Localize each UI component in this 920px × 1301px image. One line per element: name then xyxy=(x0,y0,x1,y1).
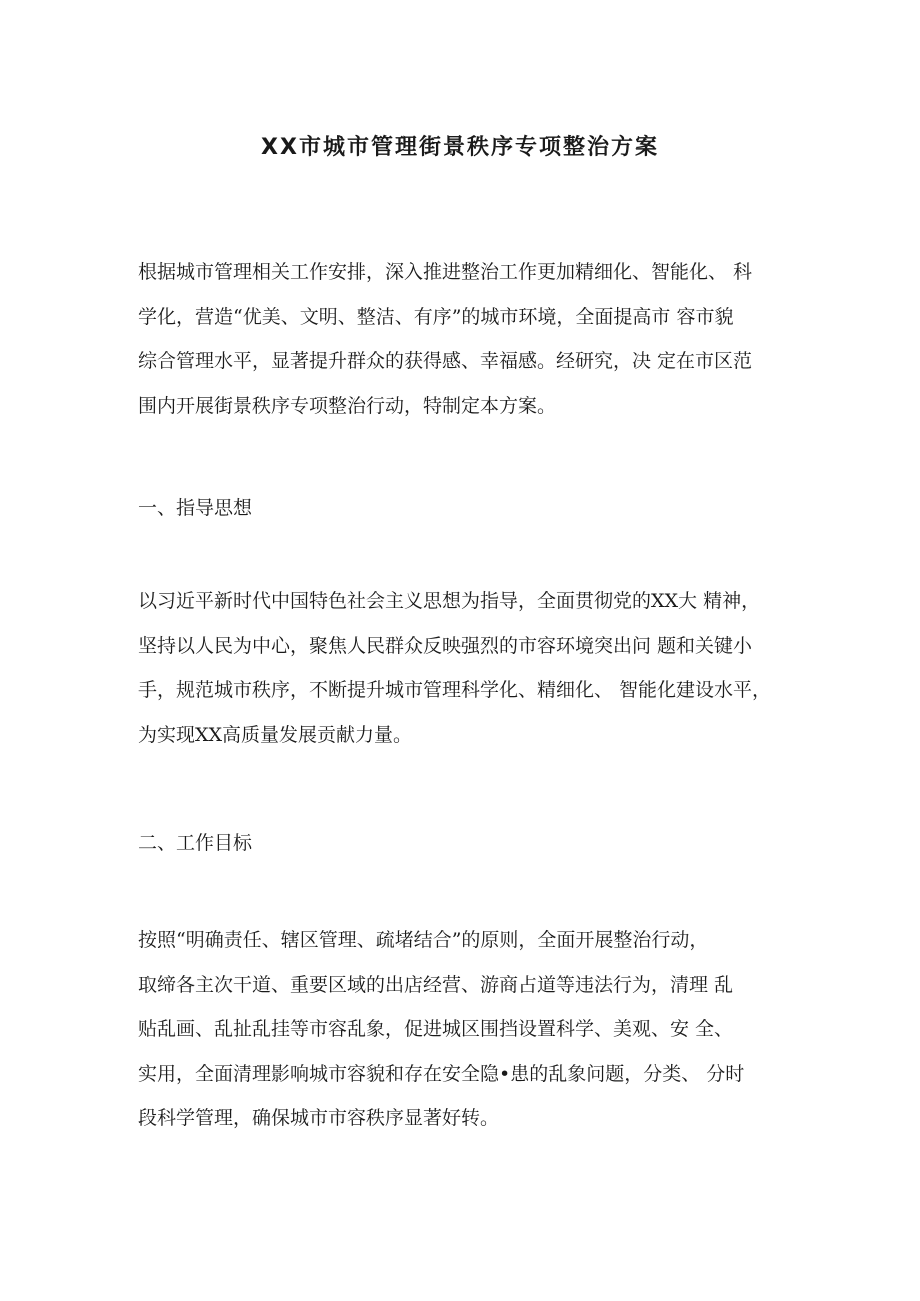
section2-line: 段科学管理，确保城市市容秩序显著好转。 xyxy=(138,1107,500,1129)
intro-line: 学化，营造“优美、文明、整洁、有序”的城市环境，全面提高市 容市貌 xyxy=(138,305,734,328)
intro-line: 围内开展街景秩序专项整治行动，特制定本方案。 xyxy=(138,394,557,417)
document-title: XX市城市管理街景秩序专项整治方案 xyxy=(261,135,659,160)
intro-line: 综合管理水平，显著提升群众的获得感、幸福感。经研究，决 定在市区范 xyxy=(138,350,753,372)
section1-line: 为实现XX高质量发展贡献力量。 xyxy=(138,723,413,746)
section1-line: 手，规范城市秩序，不断提升城市管理科学化、精细化、 智能化建设水平， xyxy=(138,679,772,701)
section1-paragraph xyxy=(138,579,798,757)
section1-heading: 一、指导思想 xyxy=(138,497,253,519)
section2-line: 取缔各主次干道、重要区域的出店经营、游商占道等违法行为，清理 乱 xyxy=(138,973,734,996)
section2-paragraph xyxy=(138,918,798,1141)
section2-line: 按照“明确责任、辖区管理、疏堵结合”的原则，全面开展整治行动， xyxy=(138,929,709,951)
section2-heading: 二、工作目标 xyxy=(138,832,253,854)
intro-line: 根据城市管理相关工作安排，深入推进整治工作更加精细化、智能化、 科 xyxy=(138,261,753,283)
section2-line: 实用，全面清理影响城市容貌和存在安全隐•患的乱象问题，分类、 分时 xyxy=(138,1062,745,1085)
section1-line: 以习近平新时代中国特色社会主义思想为指导，全面贯彻党的XX大 精神， xyxy=(138,590,761,612)
section2-line: 贴乱画、乱扯乱挂等市容乱象，促进城区围挡设置科学、美观、安 全、 xyxy=(138,1018,734,1040)
section1-line: 坚持以人民为中心，聚焦人民群众反映强烈的市容环境突出问 题和关键小 xyxy=(138,634,753,657)
intro-paragraph xyxy=(138,250,798,428)
